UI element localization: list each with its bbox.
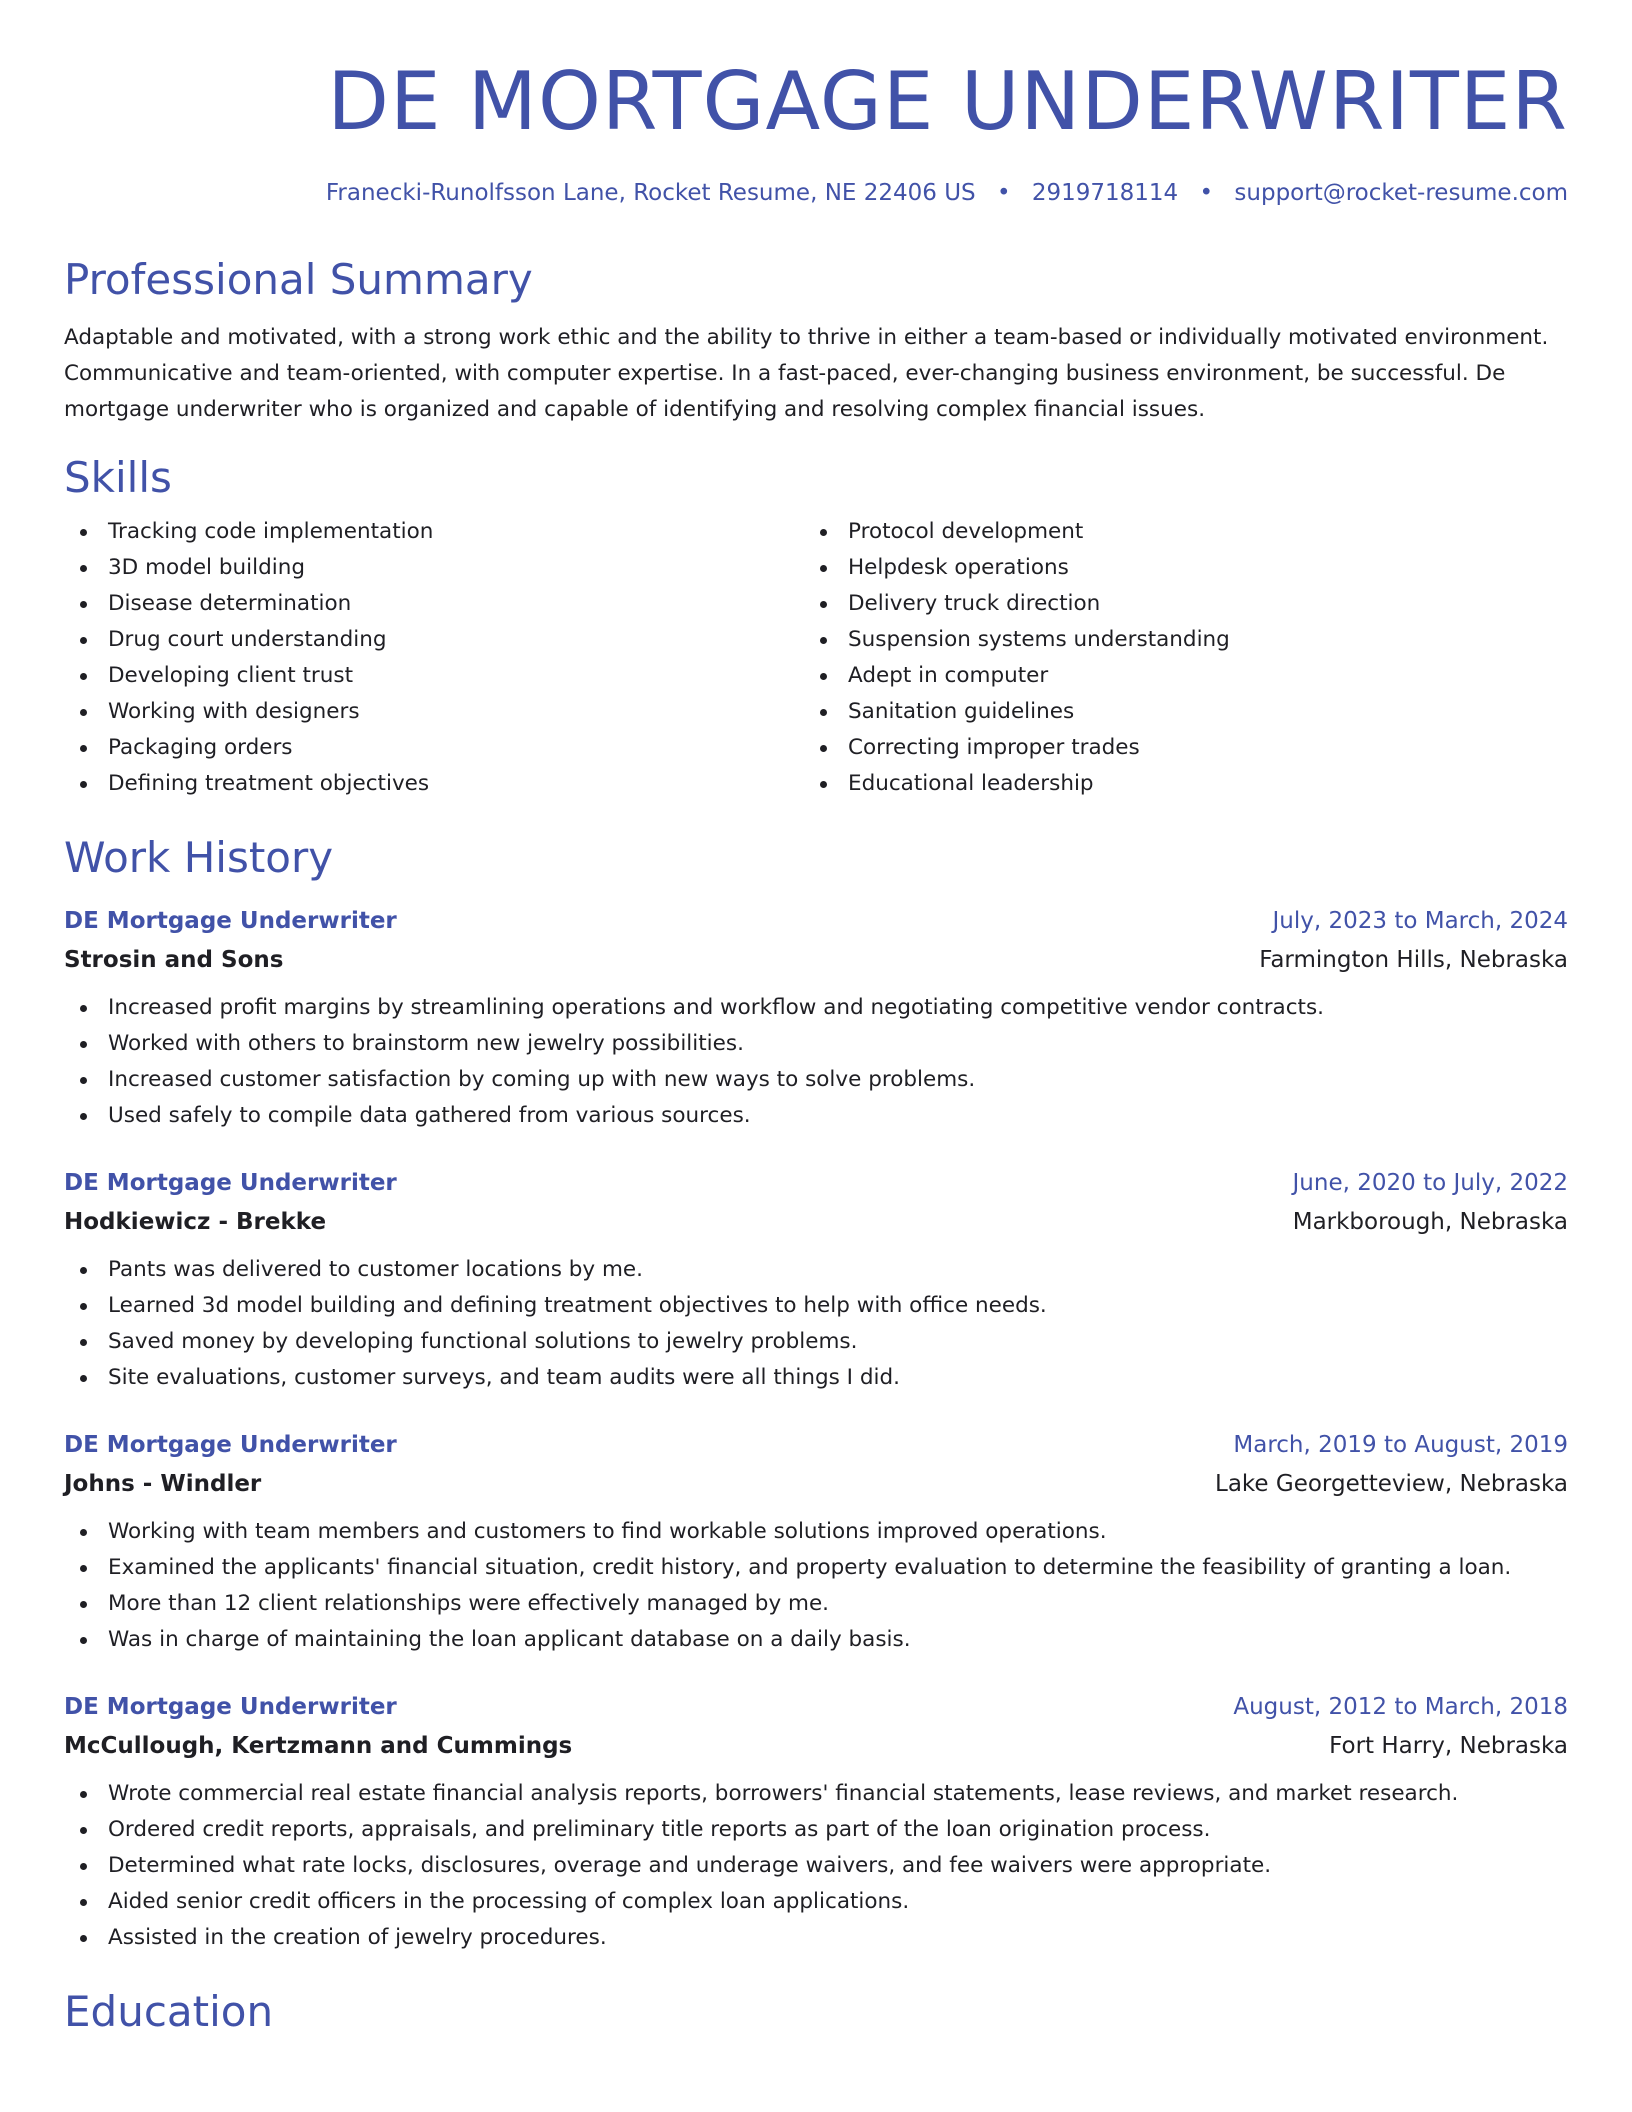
- job-company: Johns - Windler: [64, 1471, 262, 1497]
- job-bullets: [64, 1514, 1568, 1658]
- job-bullet: Learned 3d model building and defining treatment objectives to help with office needs.: [64, 1288, 1568, 1324]
- job-company: Hodkiewicz - Brekke: [64, 1209, 327, 1235]
- job-bullet: More than 12 client relationships were effectively managed by me.: [64, 1586, 1568, 1622]
- section-title-skills: Skills: [64, 453, 172, 502]
- job-bullet: Aided senior credit officers in the processing of complex loan applications.: [64, 1884, 1568, 1920]
- skill-item: Helpdesk operations: [804, 550, 1544, 586]
- skills-section: [64, 452, 1568, 802]
- job-bullet: Increased customer satisfaction by coming up with new ways to solve problems.: [64, 1062, 1568, 1098]
- job-bullet: Saved money by developing functional solutions to jewelry problems.: [64, 1324, 1568, 1360]
- job-title-row: [64, 902, 1568, 940]
- skill-item: Suspension systems understanding: [804, 622, 1544, 658]
- job-bullet: Increased profit margins by streamlining operations and workflow and negotiating competitive vendor contracts.: [64, 990, 1568, 1026]
- job-bullet: Determined what rate locks, disclosures, overage and underage waivers, and fee waivers were appropriate.: [64, 1848, 1568, 1884]
- job-company-row: [64, 1202, 1568, 1242]
- skill-item: Sanitation guidelines: [804, 694, 1544, 730]
- job-bullet: Used safely to compile data gathered from various sources.: [64, 1098, 1568, 1134]
- job-dates: July, 2023 to March, 2024: [1272, 908, 1568, 934]
- job-company-row: [64, 1726, 1568, 1766]
- skill-item: Protocol development: [804, 514, 1544, 550]
- job-bullet: Ordered credit reports, appraisals, and preliminary title reports as part of the loan origination process.: [64, 1812, 1568, 1848]
- job-location: Lake Georgetteview, Nebraska: [1215, 1471, 1568, 1497]
- contact-separator: •: [1199, 180, 1214, 206]
- skill-item: Adept in computer: [804, 658, 1544, 694]
- skill-item: Delivery truck direction: [804, 586, 1544, 622]
- contact-line: [64, 178, 1568, 208]
- skill-item: Correcting improper trades: [804, 730, 1544, 766]
- job-bullet: Assisted in the creation of jewelry procedures.: [64, 1920, 1568, 1956]
- job-location: Farmington Hills, Nebraska: [1259, 947, 1568, 973]
- job-title-row: [64, 1426, 1568, 1464]
- job-bullet: Site evaluations, customer surveys, and team audits were all things I did.: [64, 1360, 1568, 1396]
- email-address: support@rocket-resume.com: [1234, 180, 1568, 206]
- skill-item: Disease determination: [64, 586, 804, 622]
- job-title: DE Mortgage Underwriter: [64, 908, 397, 934]
- job-entry: [64, 902, 1568, 1134]
- work-history-section: [64, 832, 1568, 1956]
- skills-grid: [64, 514, 1568, 802]
- job-company: McCullough, Kertzmann and Cummings: [64, 1733, 573, 1759]
- address: Franecki-Runolfsson Lane, Rocket Resume, NE 22406 US: [325, 180, 976, 206]
- summary-section: [64, 254, 1568, 428]
- job-dates: June, 2020 to July, 2022: [1292, 1170, 1568, 1196]
- job-title-row: [64, 1164, 1568, 1202]
- job-bullet: Worked with others to brainstorm new jewelry possibilities.: [64, 1026, 1568, 1062]
- skill-item: 3D model building: [64, 550, 804, 586]
- job-location: Fort Harry, Nebraska: [1329, 1733, 1568, 1759]
- skill-item: Tracking code implementation: [64, 514, 804, 550]
- job-bullets: [64, 1776, 1568, 1956]
- contact-separator: •: [996, 180, 1011, 206]
- section-title-education: Education: [64, 1987, 274, 2036]
- job-bullets: [64, 1252, 1568, 1396]
- job-entry: [64, 1164, 1568, 1396]
- job-bullet: Working with team members and customers to find workable solutions improved operations.: [64, 1514, 1568, 1550]
- section-title-work-history: Work History: [64, 833, 334, 882]
- skills-column-right: [804, 514, 1544, 802]
- skill-item: Defining treatment objectives: [64, 766, 804, 802]
- skill-item: Working with designers: [64, 694, 804, 730]
- job-bullets: [64, 990, 1568, 1134]
- resume-header: [64, 0, 1568, 208]
- job-bullet: Was in charge of maintaining the loan applicant database on a daily basis.: [64, 1622, 1568, 1658]
- phone-number: 2919718114: [1031, 180, 1179, 206]
- job-entry: [64, 1688, 1568, 1956]
- job-title: DE Mortgage Underwriter: [64, 1694, 397, 1720]
- job-title: DE Mortgage Underwriter: [64, 1432, 397, 1458]
- job-dates: August, 2012 to March, 2018: [1233, 1694, 1568, 1720]
- job-location: Markborough, Nebraska: [1292, 1209, 1568, 1235]
- job-bullet: Examined the applicants' financial situation, credit history, and property evaluation to determine the feasibility of granting a loan.: [64, 1550, 1568, 1586]
- job-company-row: [64, 940, 1568, 980]
- skill-item: Packaging orders: [64, 730, 804, 766]
- skill-item: Drug court understanding: [64, 622, 804, 658]
- skill-item: Developing client trust: [64, 658, 804, 694]
- job-entry: [64, 1426, 1568, 1658]
- job-bullet: Wrote commercial real estate financial analysis reports, borrowers' financial statements, lease reviews, and market research.: [64, 1776, 1568, 1812]
- job-dates: March, 2019 to August, 2019: [1233, 1432, 1568, 1458]
- job-company-row: [64, 1464, 1568, 1504]
- job-title-row: [64, 1688, 1568, 1726]
- summary-text: Adaptable and motivated, with a strong work ethic and the ability to thrive in either a team-based or individually motivated environment. Communicative and team-oriented, with computer expertise. In a fast-paced, ever-changing business environment, be successful. De mortgage underwriter who is organized and capable of identifying and resolving complex financial issues.: [64, 325, 1549, 422]
- job-company: Strosin and Sons: [64, 947, 284, 973]
- candidate-name: DE MORTGAGE UNDERWRITER: [327, 55, 1568, 148]
- section-title-summary: Professional Summary: [64, 255, 533, 304]
- skills-column-left: [64, 514, 804, 802]
- education-section: [64, 1986, 1568, 2038]
- skill-item: Educational leadership: [804, 766, 1544, 802]
- job-title: DE Mortgage Underwriter: [64, 1170, 397, 1196]
- job-bullet: Pants was delivered to customer locations by me.: [64, 1252, 1568, 1288]
